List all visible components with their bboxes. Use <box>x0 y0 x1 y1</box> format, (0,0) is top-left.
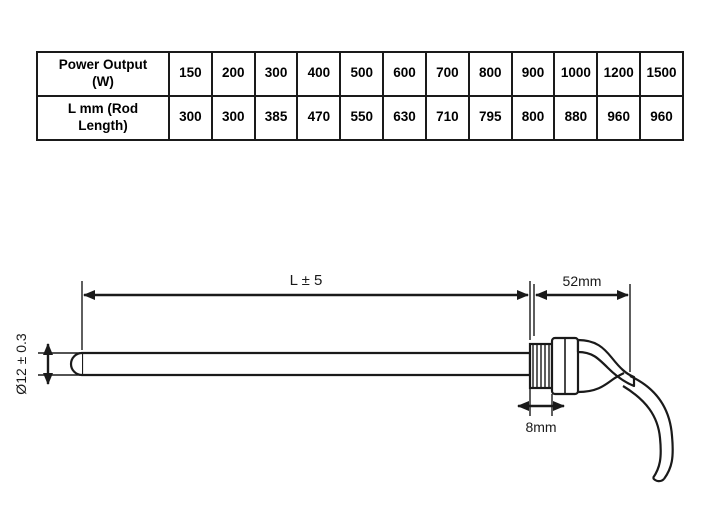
cell-power-9: 1000 <box>554 52 597 96</box>
cell-power-0: 150 <box>169 52 212 96</box>
row-header-rod-length-line1: L mm (Rod <box>67 100 139 116</box>
cell-power-10: 1200 <box>597 52 640 96</box>
threaded-section <box>530 344 552 388</box>
power-output-length-table <box>36 51 684 141</box>
row-header-power-output-line1: Power Output <box>58 57 148 72</box>
cell-power-5: 600 <box>383 52 426 96</box>
connector-collar <box>552 338 578 394</box>
cell-length-1: 300 <box>212 96 255 140</box>
dimension-thread-label: 8mm <box>525 419 557 435</box>
cell-length-9: 880 <box>554 96 597 140</box>
cell-length-10: 960 <box>597 96 640 140</box>
cell-power-2: 300 <box>255 52 298 96</box>
row-header-rod-length-line2: Length) <box>78 117 128 133</box>
cell-power-7: 800 <box>469 52 512 96</box>
table-row <box>37 96 683 140</box>
dimension-connector-label: 52mm <box>562 273 602 289</box>
cell-length-5: 630 <box>383 96 426 140</box>
rod-body <box>71 353 530 375</box>
cell-length-3: 470 <box>297 96 340 140</box>
row-header-rod-length <box>37 96 169 140</box>
cell-power-3: 400 <box>297 52 340 96</box>
cell-length-4: 550 <box>340 96 383 140</box>
cell-power-4: 500 <box>340 52 383 96</box>
cell-length-0: 300 <box>169 96 212 140</box>
cell-length-7: 795 <box>469 96 512 140</box>
cell-length-8: 800 <box>512 96 555 140</box>
heating-element-technical-drawing <box>0 240 720 509</box>
cell-power-6: 700 <box>426 52 469 96</box>
cell-power-11: 1500 <box>640 52 683 96</box>
cell-length-11: 960 <box>640 96 683 140</box>
cell-power-1: 200 <box>212 52 255 96</box>
dimension-length <box>82 272 530 350</box>
cell-power-8: 900 <box>512 52 555 96</box>
table-row <box>37 52 683 96</box>
cell-length-6: 710 <box>426 96 469 140</box>
dimension-diameter-label: Ø12 ± 0.3 <box>13 333 29 395</box>
row-header-power-output <box>37 52 169 96</box>
spec-table-container <box>36 51 684 141</box>
row-header-power-output-line2: (W) <box>92 73 114 89</box>
dimension-length-label: L ± 5 <box>289 272 323 289</box>
power-cable <box>623 376 673 481</box>
cell-length-2: 385 <box>255 96 298 140</box>
strain-relief-body <box>578 340 634 392</box>
